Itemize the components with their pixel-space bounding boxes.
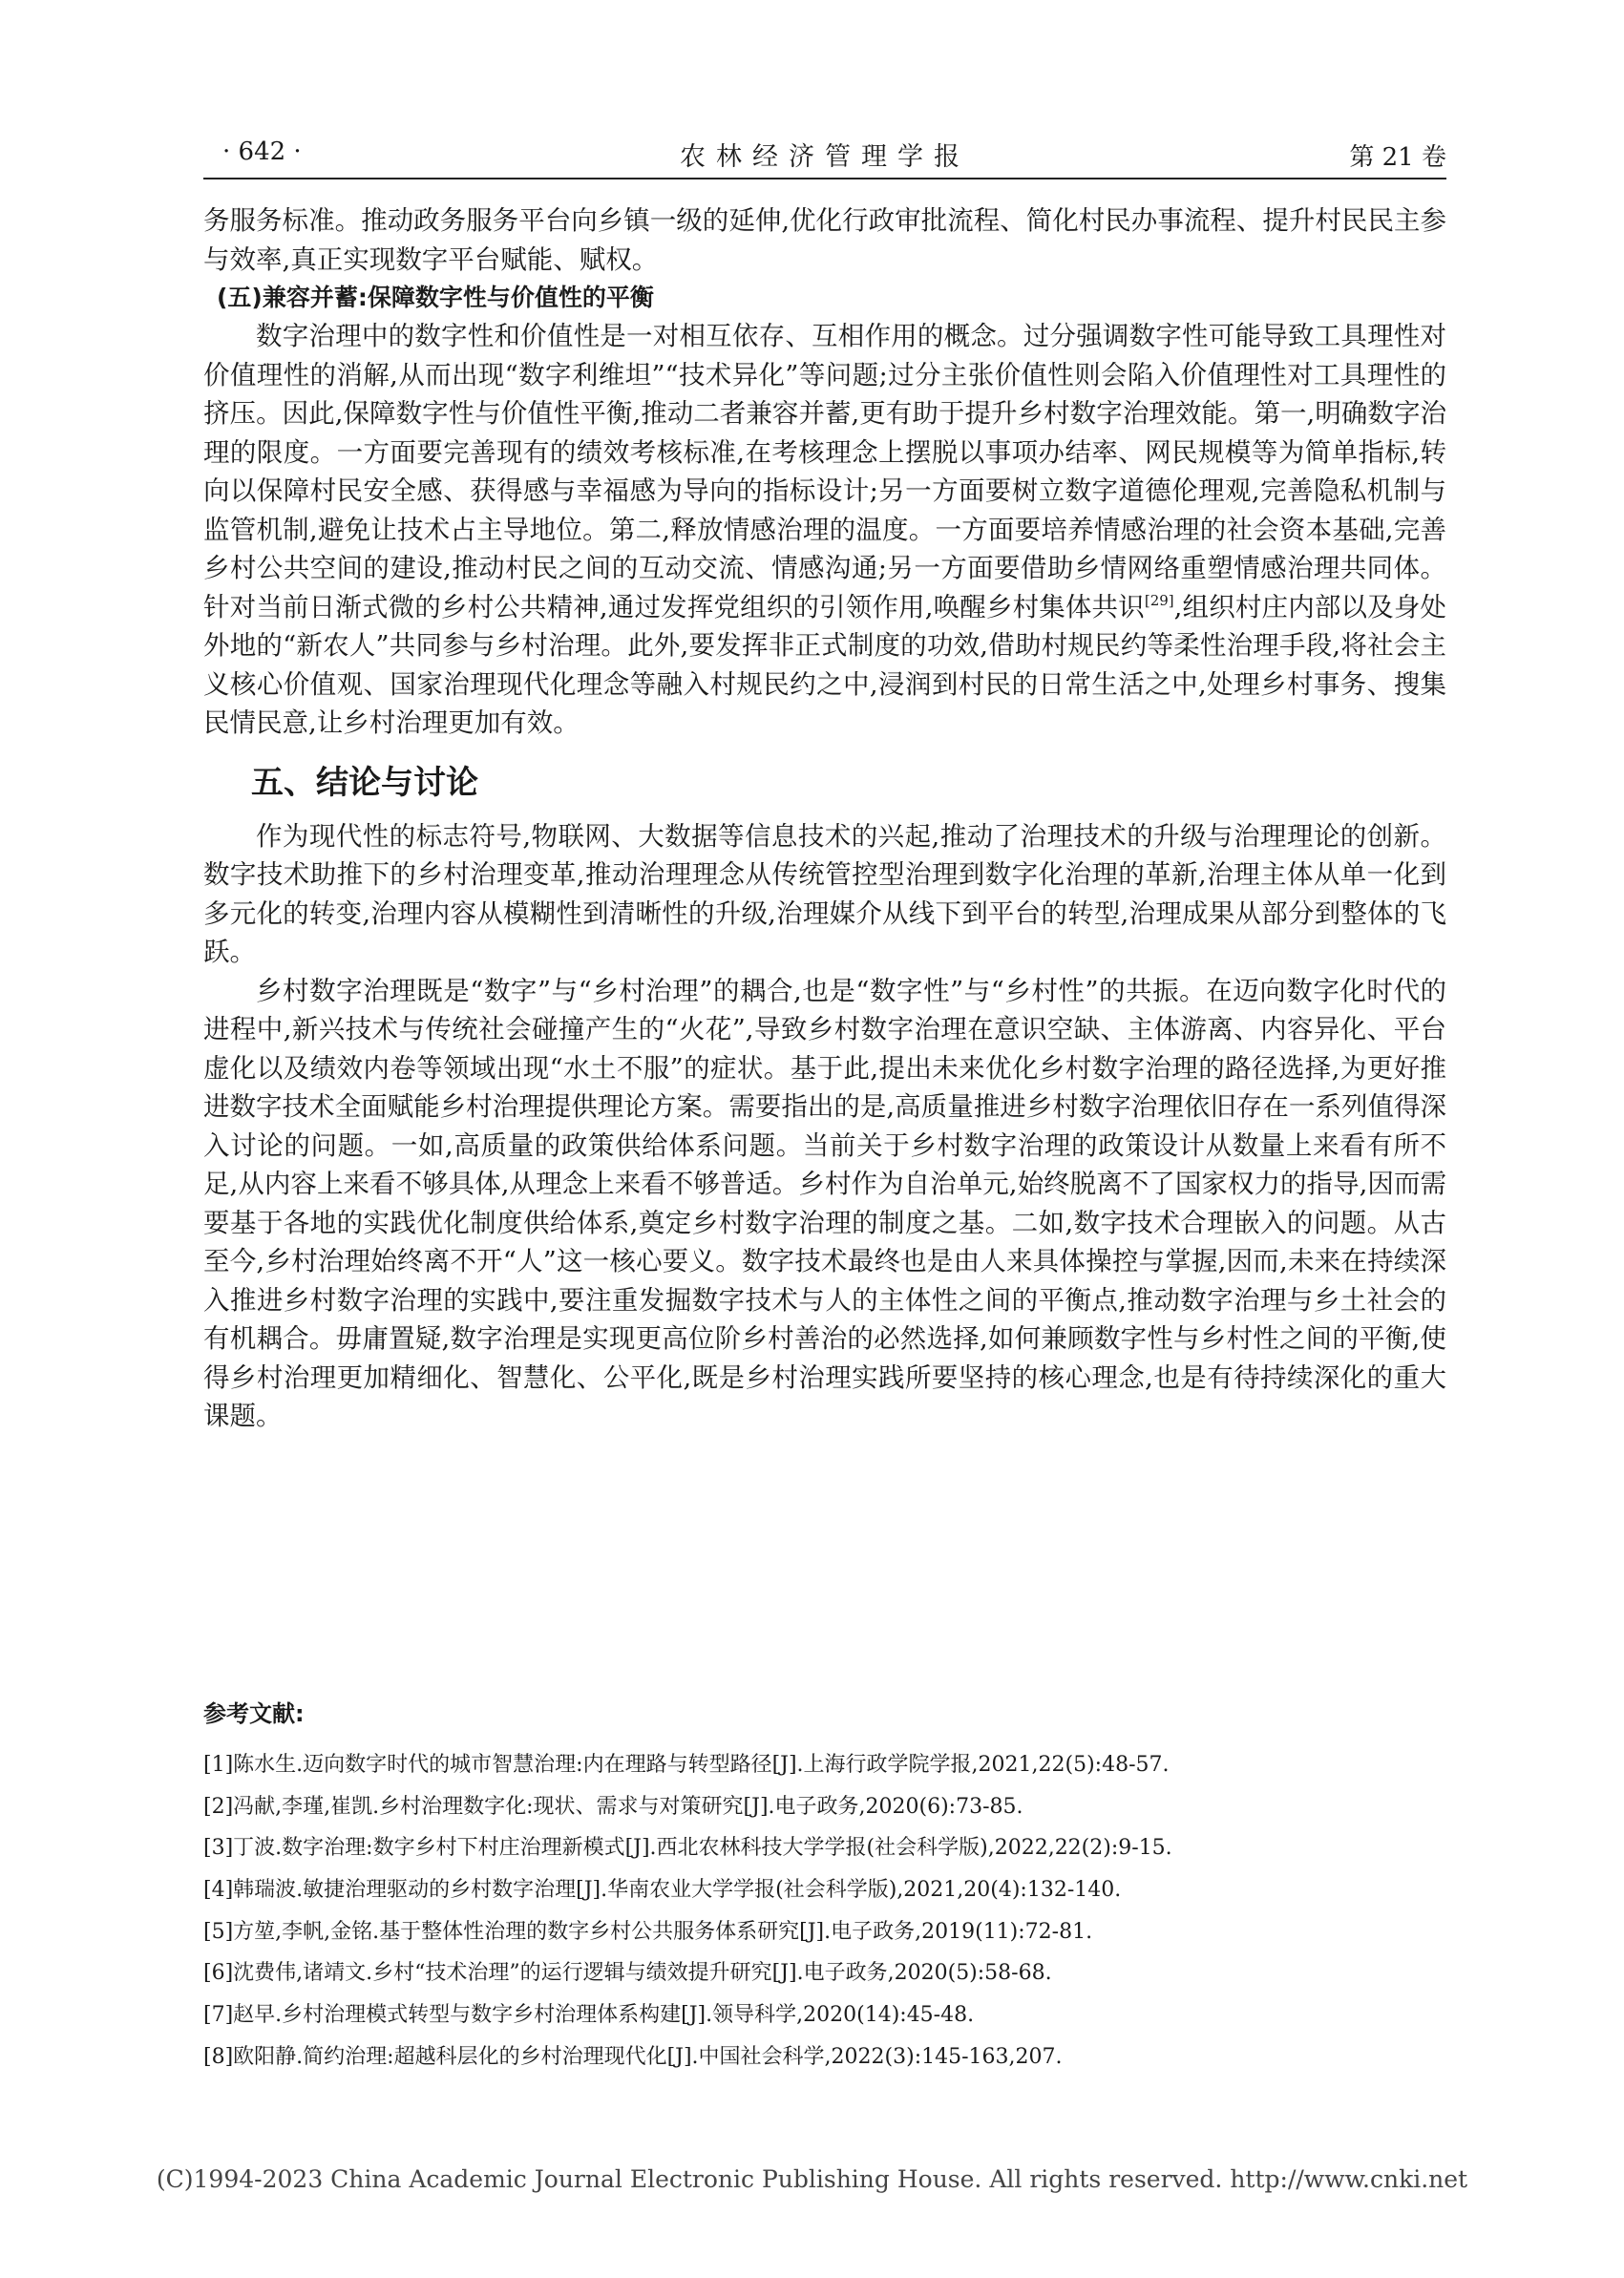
reference-item: [1]陈水生.迈向数字时代的城市智慧治理:内在理路与转型路径[J].上海行政学院学报,2021,22(5):48-57. (203, 1753, 1170, 1777)
volume-label: 第 21 卷 (1349, 143, 1446, 172)
subsection-paragraph (203, 317, 1446, 743)
references-title: 参考文献: (203, 1700, 305, 1727)
reference-item: [5]方堃,李帆,金铭.基于整体性治理的数字乡村公共服务体系研究[J].电子政务,2019(11):72-81. (203, 1919, 1093, 1944)
paragraph-text-tail: ,组织村庄内部以及身处外地的“新农人”共同参与乡村治理。此外,要发挥非正式制度的功效,借助村规民约等柔性治理手段,将社会主义核心价值观、国家治理现代化理念等融入村规民约之中,浸润到村民的日常生活之中,处理乡村事务、搜集民情民意,让乡村治理更加有效。 (203, 591, 1446, 738)
continued-paragraph: 务服务标准。推动政务服务平台向乡镇一级的延伸,优化行政审批流程、简化村民办事流程、提升村民民主参与效率,真正实现数字平台赋能、赋权。 (203, 205, 1446, 275)
paragraph-text: 数字治理中的数字性和价值性是一对相互依存、互相作用的概念。过分强调数字性可能导致工具理性对价值理性的消解,从而出现“数字利维坦”“技术异化”等问题;过分主张价值性则会陷入价值理性对工具理性的挤压。因此,保障数字性与价值性平衡,推动二者兼容并蓄,更有助于提升乡村数字治理效能。第一,明确数字治理的限度。一方面要完善现有的绩效考核标准,在考核理念上摆脱以事项办结率、网民规模等为简单指标,转向以保障村民安全感、获得感与幸福感为导向的指标设计;另一方面要树立数字道德伦理观,完善隐私机制与监管机制,避免让技术占主导地位。第二,释放情感治理的温度。一方面要培养情感治理的社会资本基础,完善乡村公共空间的建设,推动村民之间的互动交流、情感沟通;另一方面要借助乡情网络重塑情感治理共同体。针对当前日渐式微的乡村公共精神,通过发挥党组织的引领作用,唤醒乡村集体共识 (203, 321, 1446, 622)
reference-item: [8]欧阳静.简约治理:超越科层化的乡村治理现代化[J].中国社会科学,2022(3):145-163,207. (203, 2044, 1063, 2069)
conclusion-paragraph-2: 乡村数字治理既是“数字”与“乡村治理”的耦合,也是“数字性”与“乡村性”的共振。在迈向数字化时代的进程中,新兴技术与传统社会碰撞产生的“火花”,导致乡村数字治理在意识空缺、主体游离、内容异化、平台虚化以及绩效内卷等领域出现“水土不服”的症状。基于此,提出未来优化乡村数字治理的路径选择,为更好推进数字技术全面赋能乡村治理提供理论方案。需要指出的是,高质量推进乡村数字治理依旧存在一系列值得深入讨论的问题。一如,高质量的政策供给体系问题。当前关于乡村数字治理的政策设计从数量上来看有所不足,从内容上来看不够具体,从理念上来看不够普适。乡村作为自治单元,始终脱离不了国家权力的指导,因而需要基于各地的实践优化制度供给体系,奠定乡村数字治理的制度之基。二如,数字技术合理嵌入的问题。从古至今,乡村治理始终离不开“人”这一核心要义。数字技术最终也是由人来具体操控与掌握,因而,未来在持续深入推进乡村数字治理的实践中,要注重发掘数字技术与人的主体性之间的平衡点,推动数字治理与乡土社会的有机耦合。毋庸置疑,数字治理是实现更高位阶乡村善治的必然选择,如何兼顾数字性与乡村性之间的平衡,使得乡村治理更加精细化、智慧化、公平化,既是乡村治理实践所要坚持的核心理念,也是有待持续深化的重大课题。 (203, 975, 1446, 1431)
reference-item: [4]韩瑞波.敏捷治理驱动的乡村数字治理[J].华南农业大学学报(社会科学版),2021,20(4):132-140. (203, 1878, 1122, 1903)
section-heading: 五、结论与讨论 (251, 763, 478, 802)
article-body (203, 201, 1446, 1436)
reference-item: [7]赵早.乡村治理模式转型与数字乡村治理体系构建[J].领导科学,2020(14):45-48. (203, 2003, 975, 2028)
page-number: · 642 · (222, 137, 302, 166)
subsection-heading: (五)兼容并蓄:保障数字性与价值性的平衡 (217, 284, 654, 311)
reference-item: [6]沈费伟,诸靖文.乡村“技术治理”的运行逻辑与绩效提升研究[J].电子政务,2020(5):58-68. (203, 1961, 1052, 1986)
running-header (203, 134, 1446, 176)
citation-marker[interactable]: [29] (1144, 591, 1174, 609)
reference-item: [3]丁波.数字治理:数字乡村下村庄治理新模式[J].西北农林科技大学学报(社会科学版),2022,22(2):9-15. (203, 1836, 1172, 1861)
copyright-footer: (C)1994-2023 China Academic Journal Electronic Publishing House. All rights reserved. http://www.cnki.net (156, 2165, 1468, 2193)
reference-item: [2]冯献,李瑾,崔凯.乡村治理数字化:现状、需求与对策研究[J].电子政务,2020(6):73-85. (203, 1794, 1023, 1819)
header-rule (203, 178, 1446, 179)
conclusion-paragraph-1: 作为现代性的标志符号,物联网、大数据等信息技术的兴起,推动了治理技术的升级与治理理论的创新。数字技术助推下的乡村治理变革,推动治理理念从传统管控型治理到数字化治理的革新,治理主体从单一化到多元化的转变,治理内容从模糊性到清晰性的升级,治理媒介从线下到平台的转型,治理成果从部分到整体的飞跃。 (203, 820, 1446, 967)
reference-list (203, 1744, 1446, 2078)
journal-name: 农林经济管理学报 (680, 142, 970, 172)
